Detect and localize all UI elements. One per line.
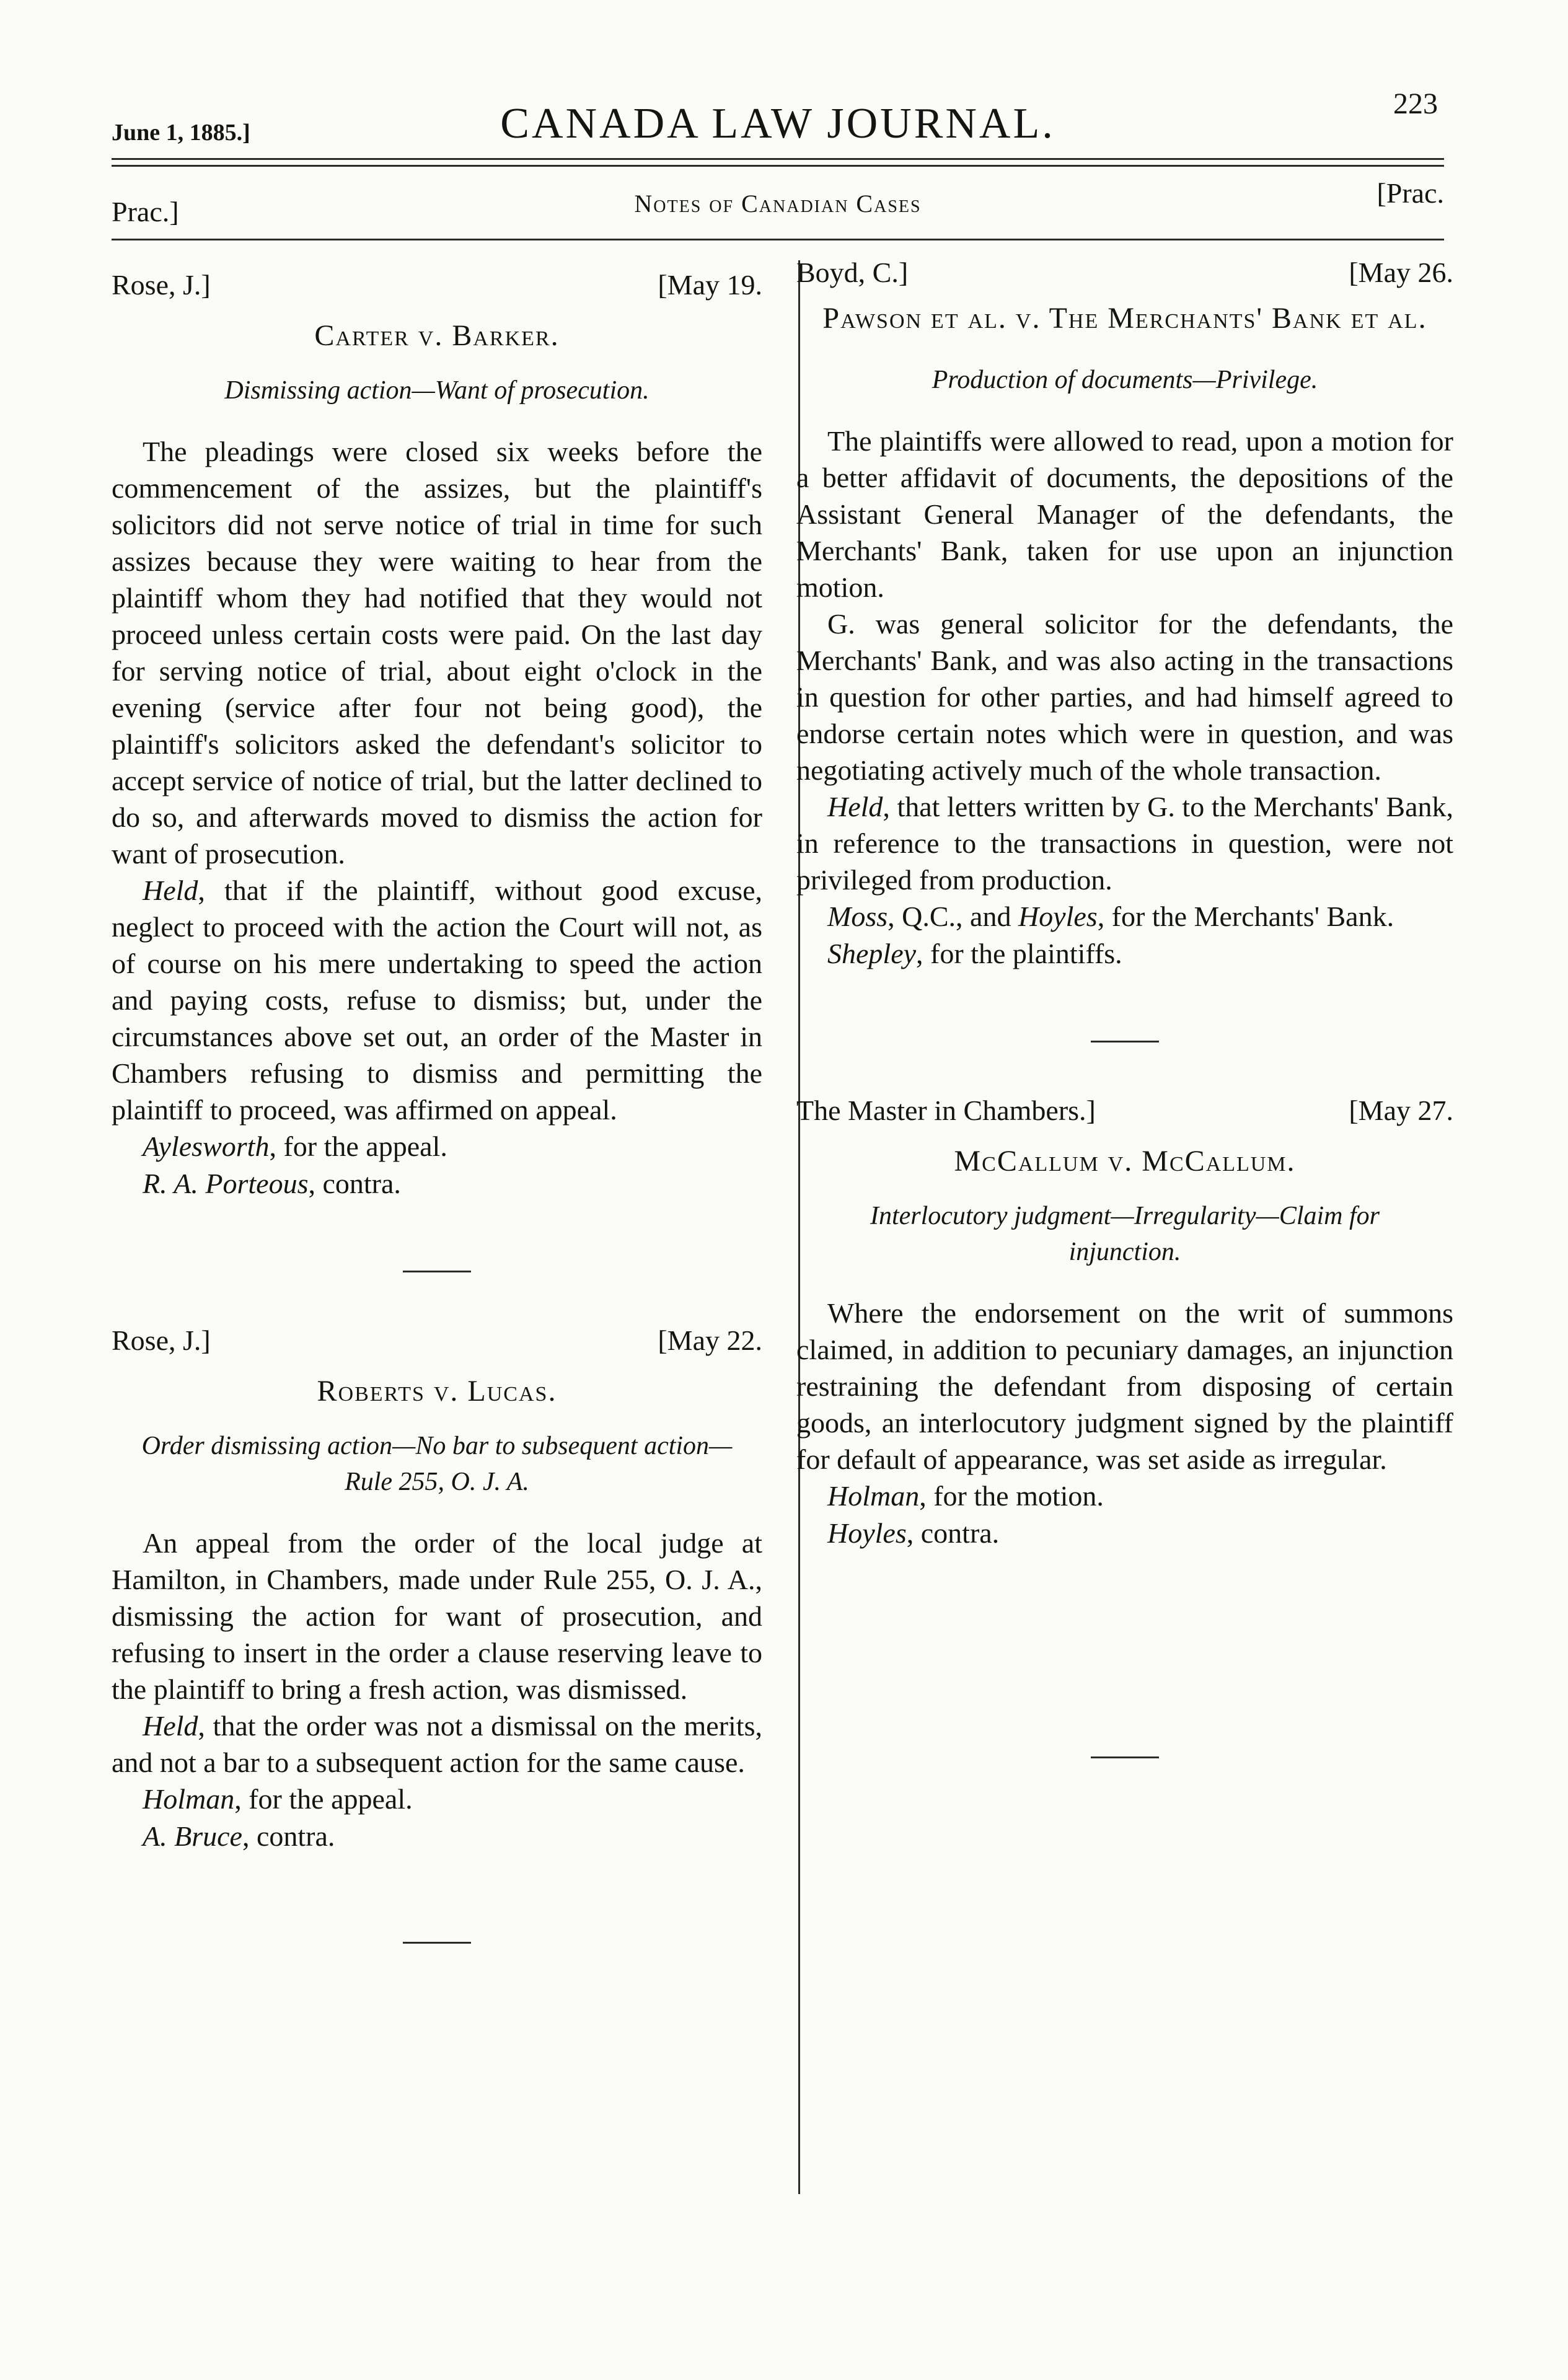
- right-section-tag: [Prac.: [1376, 177, 1444, 209]
- case-separator: [1091, 1041, 1159, 1042]
- counsel-name: Holman: [143, 1783, 235, 1815]
- counsel-role: , for the Merchants' Bank.: [1097, 901, 1394, 932]
- judge-date-row: [796, 1092, 1453, 1129]
- case-facts: An appeal from the order of the local judge at Hamilton, in Chambers, made under Rule 255, O. J. A., dismissing the action for want of prosecution, and refusing to insert in the order a clause reserving leave to the plaintiff to bring a fresh action, was dismissed.: [112, 1527, 762, 1705]
- case-headnote: Dismissing action—Want of prosecution.: [224, 376, 650, 405]
- holding-text: , that letters written by G. to the Merchants' Bank, in reference to the transactions in question, were not privileged from production.: [796, 791, 1453, 896]
- held-word: Held: [827, 791, 883, 822]
- holding-text: , that if the plaintiff, without good excuse, neglect to proceed with the action the Court will not, as of course on his mere undertaking to speed the action and paying costs, refuse to dismiss; but, under the circumstances above set out, an order of the Master in Chambers refusing to dismiss and permitting the plaintiff to proceed, was affirmed on appeal.: [112, 875, 762, 1126]
- case-title: Roberts v. Lucas.: [317, 1375, 557, 1408]
- counsel-line: [796, 1478, 1453, 1515]
- counsel-line: [796, 935, 1453, 972]
- case-holding: [112, 1708, 762, 1781]
- counsel-name: Hoyles: [1018, 901, 1098, 932]
- counsel-line: [112, 1165, 762, 1202]
- case-title: Pawson et al. v. The Merchants' Bank et al.: [822, 302, 1427, 335]
- counsel-name: Hoyles: [827, 1517, 907, 1549]
- counsel-connector: , Q.C., and: [888, 901, 1018, 932]
- running-head: [112, 87, 1444, 155]
- counsel-role: , for the appeal.: [269, 1130, 447, 1162]
- case-separator: [1091, 1756, 1159, 1758]
- counsel-name: Shepley: [827, 938, 917, 969]
- case-mccallum-v-mccallum: [796, 1092, 1453, 1552]
- judge: Boyd, C.]: [796, 257, 909, 288]
- left-column: [112, 267, 762, 1993]
- case-pawson-v-merchants-bank: [796, 254, 1453, 972]
- counsel-role: , contra.: [242, 1820, 335, 1852]
- case-title: McCallum v. McCallum.: [954, 1145, 1296, 1178]
- page-number: 223: [1393, 87, 1438, 120]
- judge: Rose, J.]: [112, 1324, 211, 1356]
- section-title: Notes of Canadian Cases: [634, 190, 922, 218]
- counsel-name: Aylesworth: [143, 1130, 270, 1162]
- judge-date-row: [112, 267, 762, 304]
- decision-date: [May 27.: [1349, 1095, 1453, 1126]
- right-column: [796, 254, 1453, 1808]
- case-separator: [403, 1942, 471, 1944]
- decision-date: [May 22.: [658, 1324, 762, 1356]
- case-facts-continued: G. was general solicitor for the defendants, the Merchants' Bank, and was also acting in the transactions in question for other parties, and had himself agreed to endorse certain notes which were in question, and was negotiating actively much of the whole transaction.: [796, 608, 1453, 786]
- case-facts: The pleadings were closed six weeks before the commencement of the assizes, but the plaintiff's solicitors did not serve notice of trial in time for such assizes because they were waiting to hear from the plaintiff whom they had notified that they would not proceed unless certain costs were paid. On the last day for serving notice of trial, about eight o'clock in the evening (service after four not being good), the plaintiff's solicitors asked the defendant's solicitor to accept service of notice of trial, but the latter declined to do so, and afterwards moved to dismiss the action for want of prosecution.: [112, 436, 762, 870]
- case-title: Carter v. Barker.: [314, 319, 560, 352]
- counsel-name: Holman: [827, 1480, 920, 1512]
- judge: The Master in Chambers.]: [796, 1095, 1096, 1126]
- case-holding: [112, 872, 762, 1128]
- case-carter-v-barker: [112, 267, 762, 1202]
- counsel-line: [796, 898, 1453, 935]
- case-headnote: Order dismissing action—No bar to subsequent action—Rule 255, O. J. A.: [141, 1432, 733, 1496]
- header-rule-top: [112, 158, 1444, 160]
- decision-date: [May 26.: [1349, 257, 1453, 288]
- counsel-role: , for the plaintiffs.: [916, 938, 1122, 969]
- case-headnote: Production of documents—Privilege.: [932, 366, 1318, 394]
- case-facts: The plaintiffs were allowed to read, upon a motion for a better affidavit of documents, the depositions of the Assistant General Manager of the defendants, the Merchants' Bank, taken for use upon an injunction motion.: [796, 425, 1453, 603]
- header-rule-bottom: [112, 165, 1444, 167]
- case-holding: [796, 788, 1453, 898]
- left-section-tag: Prac.]: [112, 196, 179, 227]
- journal-title: CANADA LAW JOURNAL.: [500, 100, 1055, 148]
- counsel-name: Moss: [827, 901, 888, 932]
- counsel-name: R. A. Porteous: [143, 1168, 309, 1199]
- section-head: [112, 177, 1444, 226]
- case-separator: [403, 1271, 471, 1272]
- held-word: Held: [143, 875, 198, 906]
- decision-date: [May 19.: [658, 269, 762, 301]
- case-headnote: Interlocutory judgment—Irregularity—Claim for injunction.: [870, 1202, 1380, 1266]
- counsel-role: , contra.: [308, 1168, 401, 1199]
- judge-date-row: [112, 1322, 762, 1359]
- issue-date: June 1, 1885.]: [112, 120, 250, 146]
- counsel-role: , contra.: [906, 1517, 1000, 1549]
- held-word: Held: [143, 1710, 198, 1742]
- counsel-name: A. Bruce: [143, 1820, 242, 1852]
- counsel-line: [112, 1818, 762, 1855]
- counsel-role: , for the appeal.: [234, 1783, 413, 1815]
- case-roberts-v-lucas: [112, 1322, 762, 1855]
- counsel-line: [112, 1781, 762, 1818]
- judge: Rose, J.]: [112, 269, 211, 301]
- section-rule: [112, 239, 1444, 240]
- holding-text: , that the order was not a dismissal on the merits, and not a bar to a subsequent action for the same cause.: [112, 1710, 762, 1778]
- judge-date-row: [796, 254, 1453, 291]
- counsel-role: , for the motion.: [919, 1480, 1104, 1512]
- counsel-line: [112, 1128, 762, 1165]
- case-facts: Where the endorsement on the writ of summons claimed, in addition to pecuniary damages, an injunction restraining the defendant from disposing of certain goods, an interlocutory judgment signed by the plaintiff for default of appearance, was set aside as irregular.: [796, 1297, 1453, 1475]
- counsel-line: [796, 1515, 1453, 1552]
